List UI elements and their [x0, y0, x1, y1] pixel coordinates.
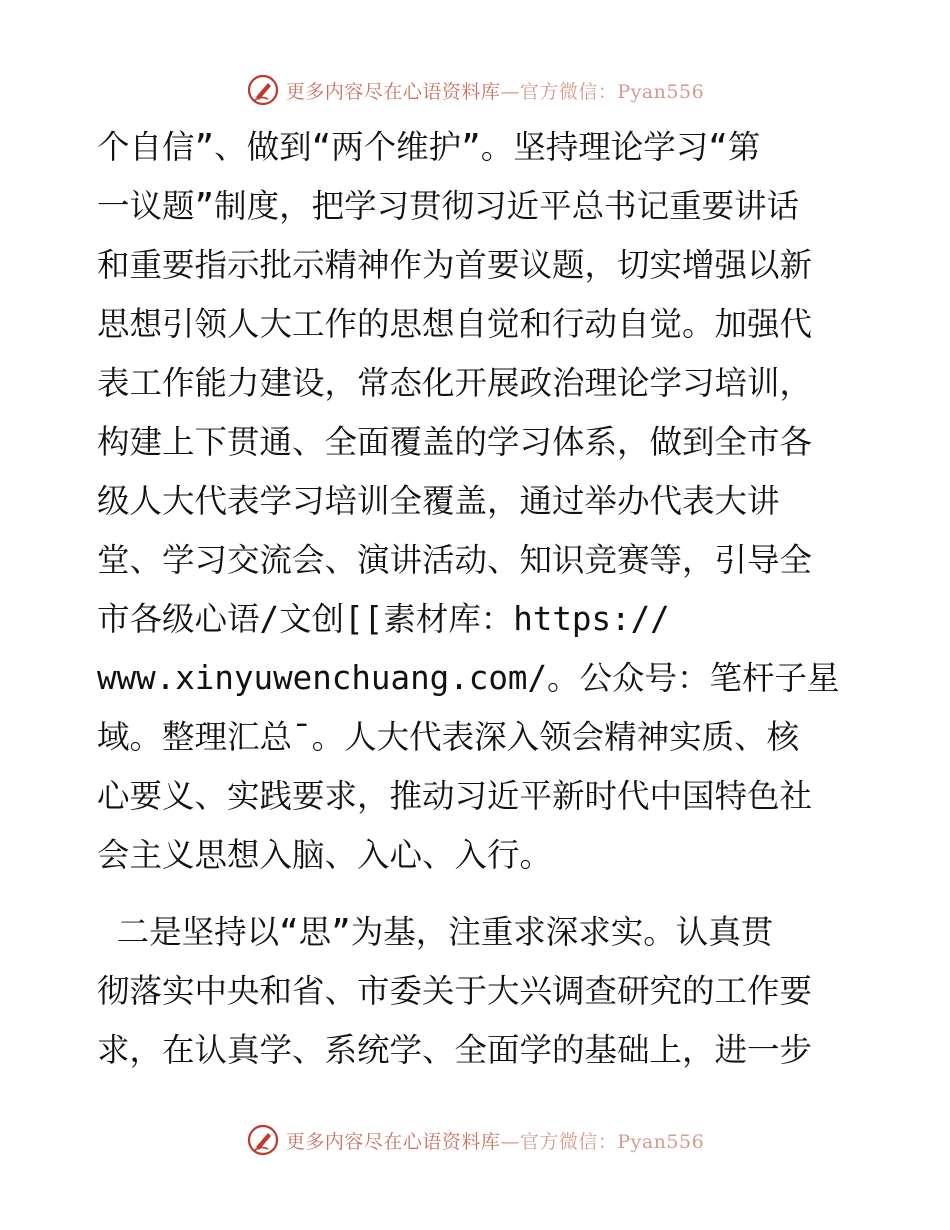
text-line: 构建上下贯通、全面覆盖的学习体系，做到全市各 [97, 423, 813, 461]
text-line: 会主义思想入脑、入心、入行。 [97, 836, 553, 874]
text-line: 求，在认真学、系统学、全面学的基础上，进一步 [97, 1031, 813, 1069]
text-line: 表工作能力建设，常态化开展政治理论学习培训， [97, 364, 813, 402]
footer-watermark [0, 1120, 950, 1160]
paragraph [97, 903, 857, 1080]
text-line: 一议题”制度，把学习贯彻习近平总书记重要讲话 [97, 187, 800, 225]
header-watermark [0, 70, 950, 110]
document-body [97, 118, 857, 1080]
text-line: www.xinyuwenchuang.com/。公众号：笔杆子星 [97, 659, 840, 697]
text-line: 心要义、实践要求，推动习近平新时代中国特色社 [97, 777, 813, 815]
watermark-brand: 更多内容尽在心语资料库 [285, 1130, 501, 1153]
text-line: 级人大代表学习培训全覆盖，通过举办代表大讲 [97, 482, 780, 520]
watermark-contact: —官方微信：Pyan556 [500, 1130, 705, 1153]
paragraph [97, 118, 857, 885]
text-line: 市各级心语/文创[[素材库：https:// [97, 600, 670, 638]
watermark-brand: 更多内容尽在心语资料库 [285, 80, 501, 103]
watermark-text [286, 77, 704, 104]
text-line: 和重要指示批示精神作为首要议题，切实增强以新 [97, 246, 813, 284]
pen-logo-icon [246, 73, 280, 107]
text-line: 彻落实中央和省、市委关于大兴调查研究的工作要 [97, 972, 813, 1010]
pen-logo-icon [246, 1123, 280, 1157]
watermark-contact: —官方微信：Pyan556 [500, 80, 705, 103]
text-line: 堂、学习交流会、演讲活动、知识竞赛等，引导全 [97, 541, 813, 579]
text-line: 二是坚持以“思”为基，注重求深求实。认真贯 [97, 913, 774, 951]
text-line: 域。整理汇总¯。人大代表深入领会精神实质、核 [97, 718, 800, 756]
watermark-text [286, 1127, 704, 1154]
text-line: 思想引领人大工作的思想自觉和行动自觉。加强代 [97, 305, 813, 343]
text-line: 个自信”、做到“两个维护”。坚持理论学习“第 [97, 128, 761, 166]
paragraph-spacer [97, 885, 857, 903]
